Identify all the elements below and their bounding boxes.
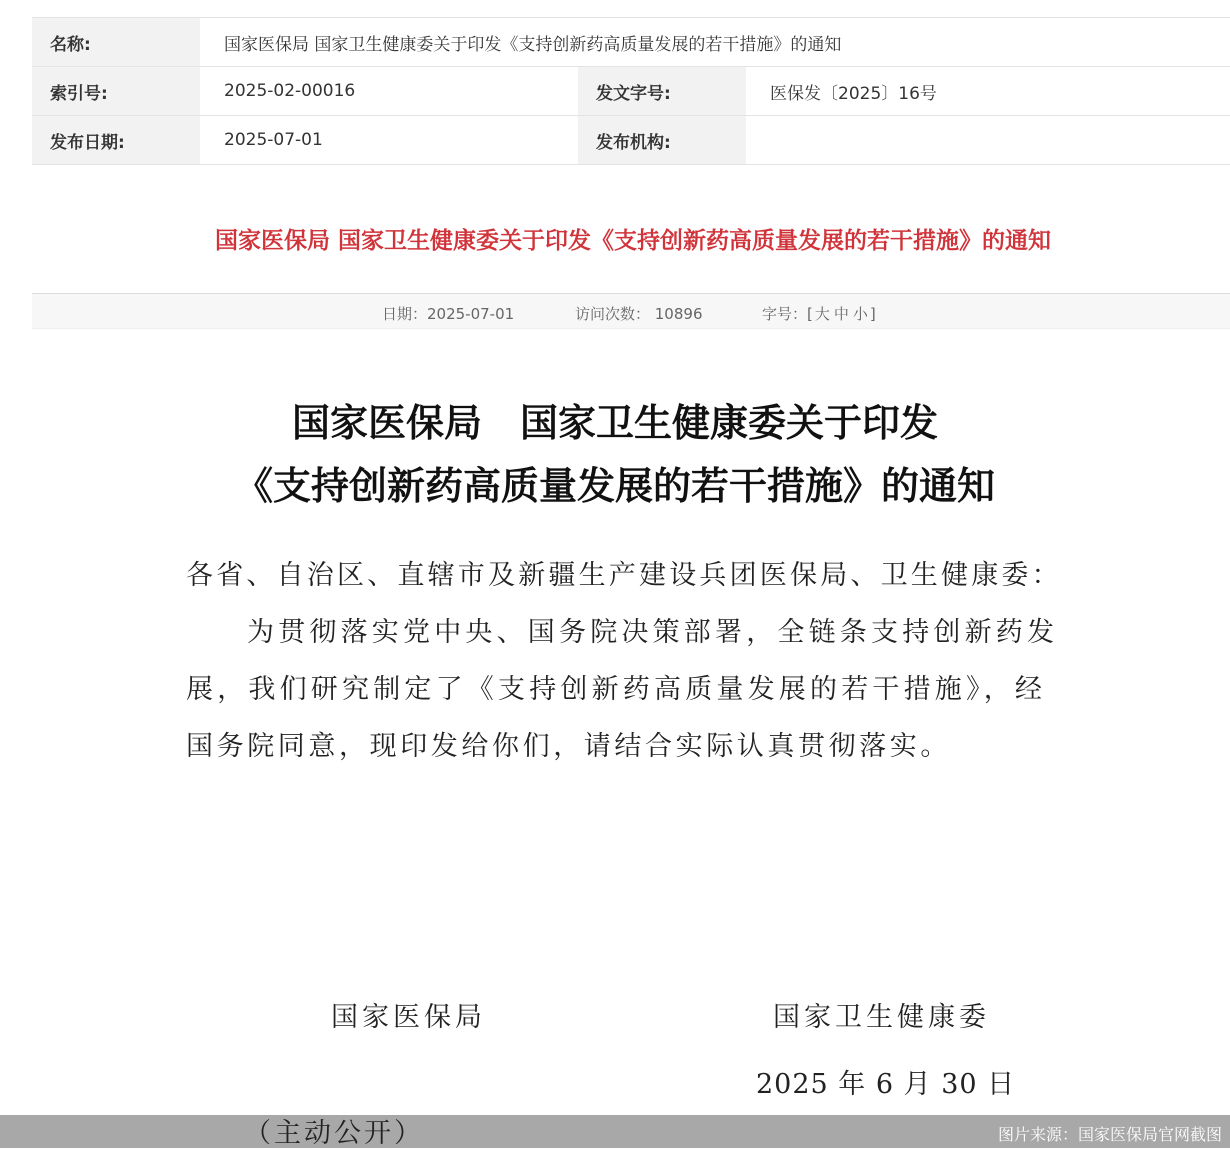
doc-number-value: 医保发〔2025〕16号 [746, 67, 1230, 115]
font-size-small-button[interactable]: 小 [852, 305, 868, 323]
index-value: 2025-02-00016 [200, 67, 578, 115]
name-value: 国家医保局 国家卫生健康委关于印发《支持创新药高质量发展的若干措施》的通知 [200, 18, 1230, 66]
document-body-line-1: 为贯彻落实党中央、国务院决策部署，全链条支持创新药发 [247, 617, 1059, 648]
publish-org-label: 发布机构: [578, 116, 746, 164]
article-title: 国家医保局 国家卫生健康委关于印发《支持创新药高质量发展的若干措施》的通知 [214, 228, 1051, 254]
publish-date-value: 2025-07-01 [200, 116, 578, 164]
publish-date-label: 发布日期: [32, 116, 200, 164]
font-size-label: 字号：[ [762, 305, 813, 323]
document-salutation: 各省、自治区、直辖市及新疆生产建设兵团医保局、卫生健康委： [186, 560, 1062, 591]
name-label: 名称: [32, 18, 200, 66]
signer-right: 国家卫生健康委 [773, 1002, 990, 1033]
document-title-line-1: 国家医保局 国家卫生健康委关于印发 [291, 400, 938, 445]
article-date: 日期：2025-07-01 [382, 305, 515, 323]
publish-org-value [746, 116, 1230, 164]
article-info-bar [32, 293, 1230, 329]
visit-count: 访问次数： 10896 [575, 305, 703, 323]
document-body-line-2: 展，我们研究制定了《支持创新药高质量发展的若干措施》，经 [186, 674, 1047, 705]
font-size-medium-button[interactable]: 中 [833, 305, 849, 323]
meta-row-date [32, 116, 1230, 165]
doc-number-label: 发文字号: [578, 67, 746, 115]
meta-row-name [32, 18, 1230, 67]
index-label: 索引号: [32, 67, 200, 115]
font-size-end: ] [869, 305, 876, 323]
image-source-caption: 图片来源：国家医保局官网截图 [997, 1125, 1222, 1144]
meta-row-index [32, 67, 1230, 116]
metadata-table [32, 17, 1230, 165]
signer-left: 国家医保局 [331, 1002, 486, 1033]
document-title-line-2: 《支持创新药高质量发展的若干措施》的通知 [234, 463, 995, 508]
disclosure-note: （主动公开） [244, 1118, 424, 1149]
document-body-line-3: 国务院同意，现印发给你们，请结合实际认真贯彻落实。 [186, 731, 951, 762]
signature-date: 2025 年 6 月 30 日 [756, 1069, 1016, 1100]
font-size-large-button[interactable]: 大 [814, 305, 830, 323]
font-size-switcher [762, 303, 876, 324]
